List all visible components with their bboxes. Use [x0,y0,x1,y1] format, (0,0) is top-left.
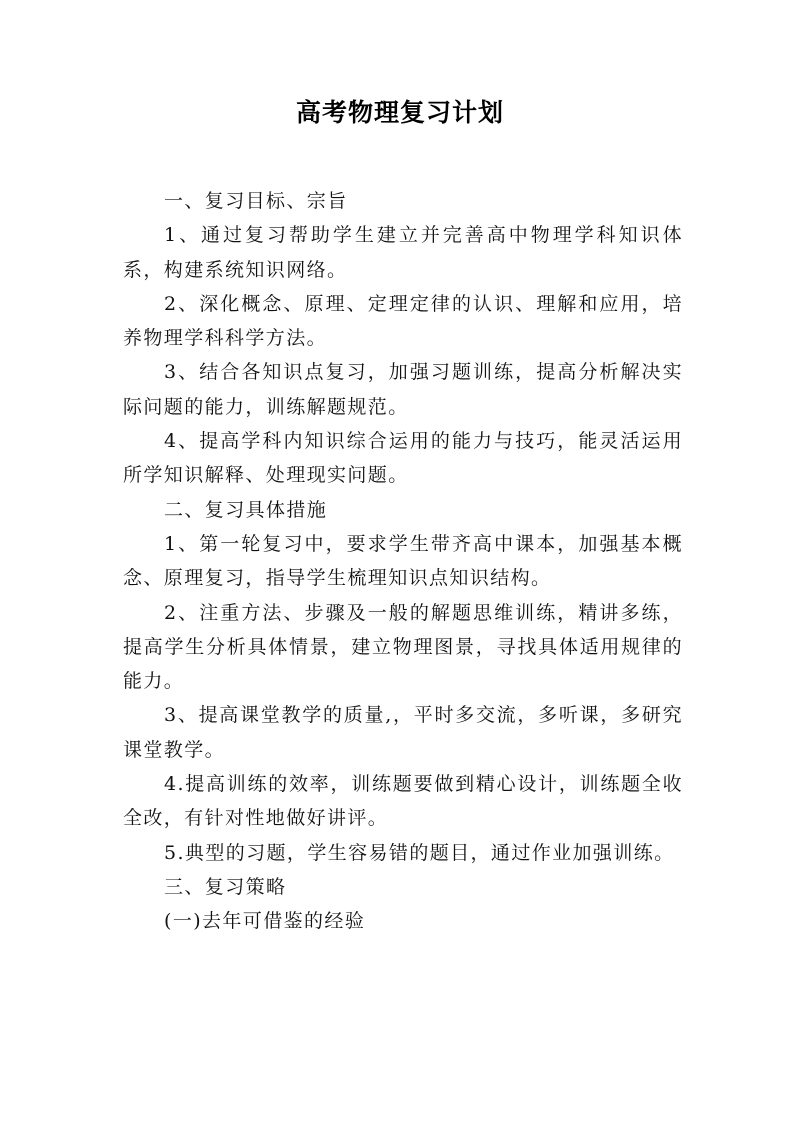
paragraph: 1、通过复习帮助学生建立并完善高中物理学科知识体系，构建系统知识网络。 [123,224,683,281]
paragraph: 4、提高学科内知识综合运用的能力与技巧，能灵活运用所学知识解释、处理现实问题。 [123,430,683,487]
paragraph: 5.典型的习题，学生容易错的题目，通过作业加强训练。 [164,841,675,864]
document-title: 高考物理复习计划 [295,98,504,127]
subsection-heading: (一)去年可借鉴的经验 [164,910,366,933]
section-heading: 二、复习具体措施 [164,498,328,521]
section-heading: 三、复习策略 [164,875,287,898]
paragraph: 1、第一轮复习中，要求学生带齐高中课本，加强基本概念、原理复习，指导学生梳理知识点知识结构。 [123,532,683,590]
section-heading: 一、复习目标、宗旨 [164,190,348,212]
paragraph: 3、提高课堂教学的质量,，平时多交流，多听课，多研究课堂教学。 [123,704,683,761]
paragraph: 3、结合各知识点复习，加强习题训练，提高分析解决实际问题的能力，训练解题规范。 [123,361,683,418]
paragraph: 2、注重方法、步骤及一般的解题思维训练，精讲多练，提高学生分析具体情景，建立物理图景，寻找具体适用规律的能力。 [123,601,683,693]
paragraph: 2、深化概念、原理、定理定律的认识、理解和应用，培养物理学科科学方法。 [123,292,683,350]
paragraph: 4.提高训练的效率，训练题要做到精心设计，训练题全收全改，有针对性地做好讲评。 [123,773,683,830]
document-body [123,184,683,939]
